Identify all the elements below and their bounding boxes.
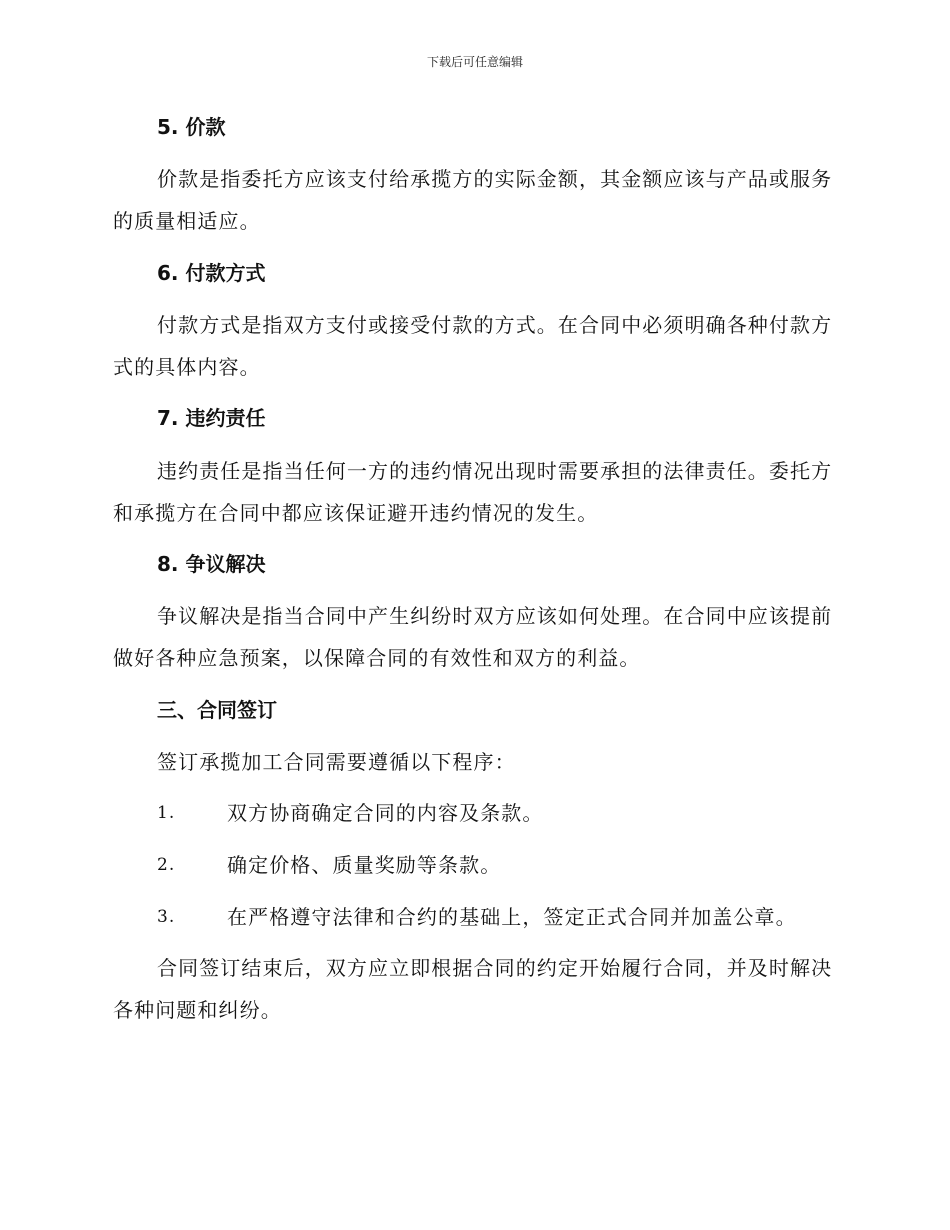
section-heading-liability: 7. 违约责任 xyxy=(157,406,266,430)
list-text: 双方协商确定合同的内容及条款。 xyxy=(227,801,544,825)
section-heading-payment-method: 6. 付款方式 xyxy=(157,261,266,285)
list-number: 1. xyxy=(157,803,176,823)
list-number: 2. xyxy=(157,855,176,875)
list-text: 确定价格、质量奖励等条款。 xyxy=(227,853,502,877)
signing-intro: 签订承揽加工合同需要遵循以下程序： xyxy=(157,750,516,774)
section-paragraph-payment-method: 付款方式是指双方支付或接受付款的方式。在合同中必须明确各种付款方式的具体内容。 xyxy=(113,313,833,379)
list-text: 在严格遵守法律和合约的基础上，签定正式合同并加盖公章。 xyxy=(227,905,797,929)
section-heading-price: 5. 价款 xyxy=(157,115,226,139)
section-heading-dispute: 8. 争议解决 xyxy=(157,552,266,576)
page-header: 下载后可任意编辑 xyxy=(426,55,523,69)
section-paragraph-dispute: 争议解决是指当合同中产生纠纷时双方应该如何处理。在合同中应该提前做好各种应急预案，以保障合同的有效性和双方的利益。 xyxy=(113,604,833,670)
list-number: 3. xyxy=(157,907,176,927)
part-heading-signing: 三、合同签订 xyxy=(157,698,277,722)
section-paragraph-liability: 违约责任是指当任何一方的违约情况出现时需要承担的法律责任。委托方和承揽方在合同中都应该保证避开违约情况的发生。 xyxy=(113,459,833,525)
section-paragraph-price: 价款是指委托方应该支付给承揽方的实际金额，其金额应该与产品或服务的质量相适应。 xyxy=(113,167,833,233)
signing-closing: 合同签订结束后，双方应立即根据合同的约定开始履行合同，并及时解决各种问题和纠纷。 xyxy=(113,956,833,1022)
